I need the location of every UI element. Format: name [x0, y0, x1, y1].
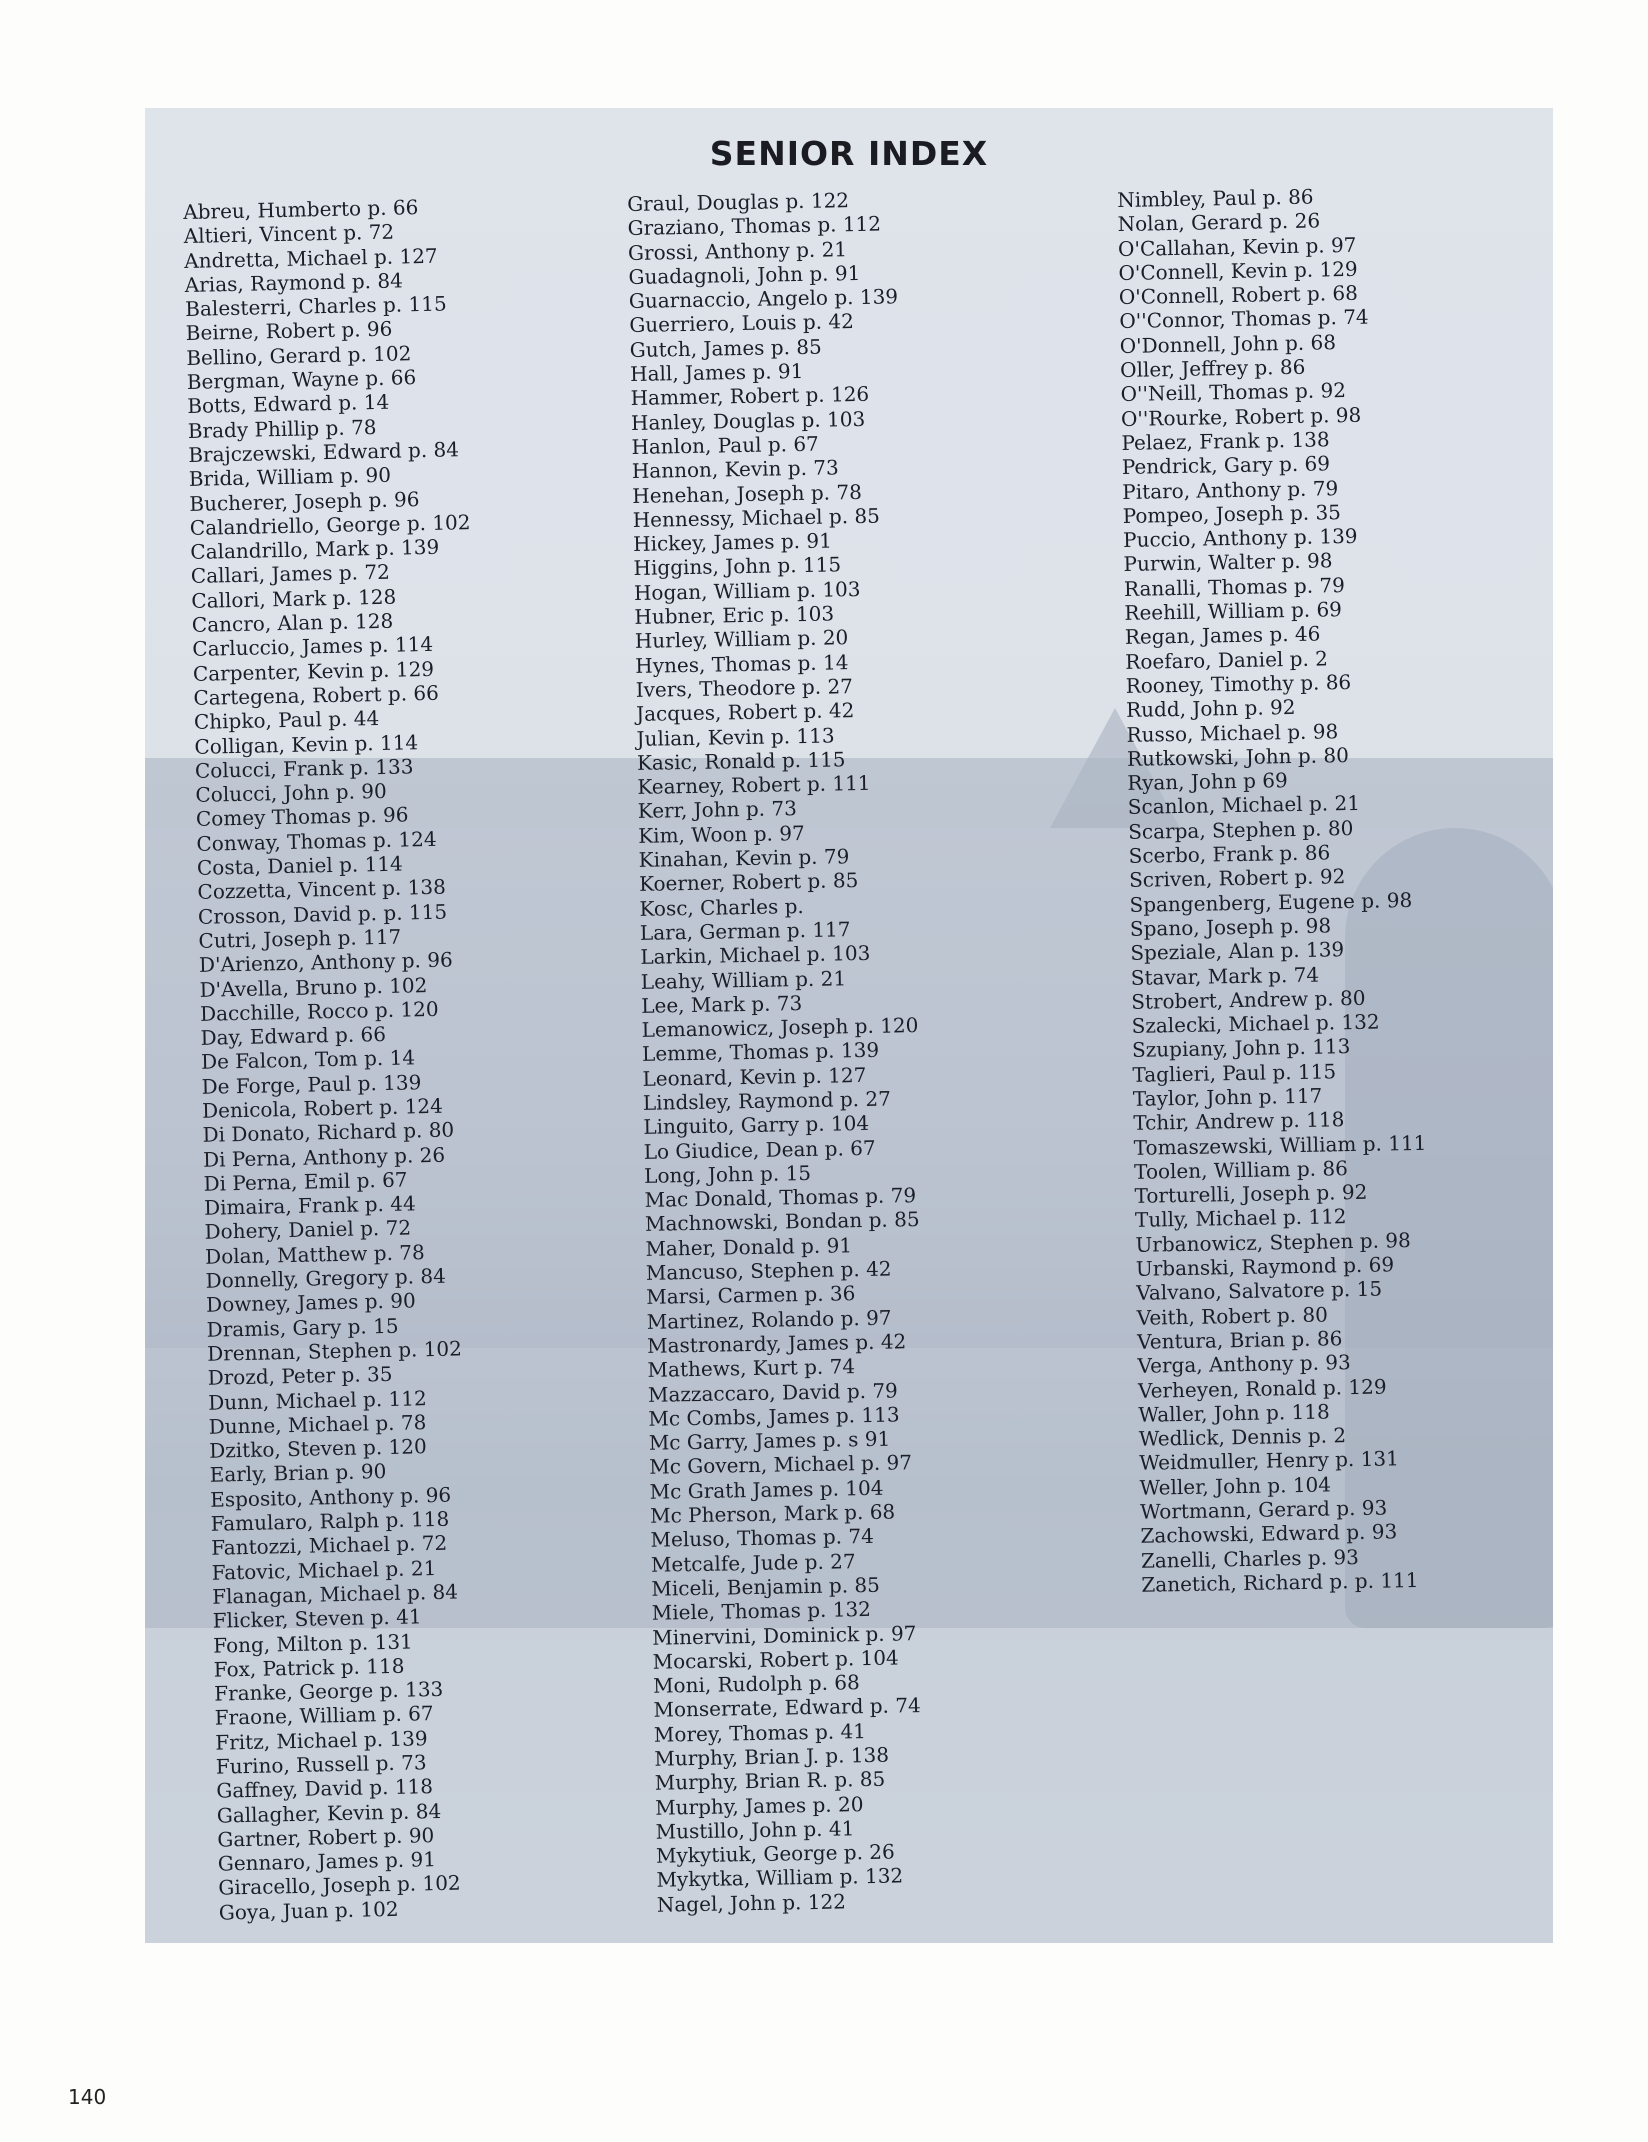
index-entry: Dunn, Michael p. 112: [207, 1385, 427, 1415]
index-entry: Speziale, Alan p. 139: [1130, 937, 1345, 966]
index-entry: Zanetich, Richard p. p. 111: [1141, 1567, 1419, 1597]
index-entry: Fox, Patrick p. 118: [213, 1653, 405, 1682]
index-entry: Gartner, Robert p. 90: [217, 1822, 435, 1852]
index-entry: Pompeo, Joseph p. 35: [1122, 500, 1342, 528]
index-entry: Bellino, Gerard p. 102: [186, 341, 412, 370]
index-entry: Morey, Thomas p. 41: [653, 1718, 867, 1747]
index-entry: Pendrick, Gary p. 69: [1121, 451, 1331, 480]
index-entry: Verga, Anthony p. 93: [1137, 1350, 1351, 1379]
index-entry: Botts, Edward p. 14: [187, 390, 390, 419]
index-column-2: [627, 187, 934, 1917]
index-entry: Andretta, Michael p. 127: [184, 243, 438, 273]
index-entry: Hanlon, Paul p. 67: [631, 431, 820, 459]
index-entry: Long, John p. 15: [643, 1160, 812, 1188]
index-entry: Downey, James p. 90: [205, 1288, 416, 1318]
index-entry: Donnelly, Gregory p. 84: [205, 1263, 447, 1293]
index-entry: Roefaro, Daniel p. 2: [1125, 646, 1329, 674]
index-entry: Nolan, Gerard p. 26: [1117, 208, 1321, 237]
index-entry: Guarnaccio, Angelo p. 139: [628, 284, 899, 314]
index-entry: Spangenberg, Eugene p. 98: [1129, 887, 1413, 917]
index-entry: Taylor, John p. 117: [1132, 1083, 1323, 1111]
index-entry: Zanelli, Charles p. 93: [1140, 1544, 1360, 1573]
index-entry: D'Avella, Bruno p. 102: [199, 972, 428, 1002]
index-entry: Kosc, Charles p.: [639, 893, 805, 921]
index-panel: [145, 108, 1553, 1943]
index-entry: Grossi, Anthony p. 21: [627, 236, 848, 265]
index-entry: Kasic, Ronald p. 115: [636, 747, 846, 775]
index-entry: Leahy, William p. 21: [640, 965, 847, 994]
index-entry: Hanley, Douglas p. 103: [630, 406, 866, 435]
index-entry: Lara, German p. 117: [639, 917, 851, 945]
index-entry: Oller, Jeffrey p. 86: [1119, 354, 1306, 383]
index-entry: Mustillo, John p. 41: [655, 1816, 855, 1844]
index-entry: Koerner, Robert p. 85: [638, 868, 859, 897]
index-entry: Drennan, Stephen p. 102: [206, 1336, 463, 1366]
index-entry: Julian, Kevin p. 113: [636, 722, 835, 751]
index-entry: Esposito, Anthony p. 96: [209, 1482, 452, 1512]
index-entry: O'Connell, Robert p. 68: [1118, 281, 1359, 310]
index-entry: Szupiany, John p. 113: [1131, 1034, 1351, 1063]
index-entry: Di Perna, Anthony p. 26: [202, 1142, 446, 1172]
index-entry: Hynes, Thomas p. 14: [635, 649, 849, 678]
index-entry: O'Connell, Kevin p. 129: [1118, 256, 1358, 285]
index-entry: Guerriero, Louis p. 42: [629, 309, 855, 338]
index-entry: Pelaez, Frank p. 138: [1121, 427, 1330, 455]
index-entry: Tchir, Andrew p. 118: [1133, 1107, 1345, 1136]
index-entry: Szalecki, Michael p. 132: [1131, 1009, 1380, 1038]
index-entry: Hammer, Robert p. 126: [630, 382, 870, 411]
index-entry: Scriven, Robert p. 92: [1128, 864, 1346, 893]
index-entry: Dramis, Gary p. 15: [206, 1313, 399, 1342]
index-entry: Cancro, Alan p. 128: [191, 608, 394, 637]
index-entry: Stavar, Mark p. 74: [1130, 962, 1320, 990]
index-entry: Guadagnoli, John p. 91: [628, 260, 861, 289]
index-entry: Murphy, Brian J. p. 138: [654, 1742, 890, 1771]
index-entry: Hennessy, Michael p. 85: [632, 503, 881, 532]
index-entry: Leonard, Kevin p. 127: [642, 1062, 867, 1091]
index-entry: O''Connor, Thomas p. 74: [1119, 305, 1369, 334]
index-entry: Wedlick, Dennis p. 2: [1138, 1423, 1347, 1451]
index-entry: Day, Edward p. 66: [200, 1022, 387, 1050]
index-entry: Carluccio, James p. 114: [192, 632, 434, 662]
index-entry: Lo Giudice, Dean p. 67: [643, 1135, 876, 1164]
index-entry: Meluso, Thomas p. 74: [650, 1524, 875, 1553]
index-entry: Martinez, Rolando p. 97: [646, 1305, 892, 1334]
index-entry: Henehan, Joseph p. 78: [632, 479, 863, 508]
index-entry: Gennaro, James p. 91: [217, 1847, 437, 1876]
index-entry: Lee, Mark p. 73: [640, 990, 803, 1018]
index-entry: Mc Govern, Michael p. 97: [649, 1450, 913, 1480]
index-entry: Machnowski, Bondan p. 85: [644, 1207, 920, 1237]
index-entry: Tomaszewski, William p. 111: [1133, 1130, 1427, 1160]
index-entry: Crosson, David p. p. 115: [197, 899, 448, 929]
index-entry: D'Arienzo, Anthony p. 96: [198, 947, 453, 978]
index-entry: Dimaira, Frank p. 44: [203, 1191, 416, 1220]
index-entry: Fraone, William p. 67: [214, 1701, 434, 1731]
index-entry: Chipko, Paul p. 44: [193, 706, 380, 735]
index-entry: Hannon, Kevin p. 73: [631, 455, 839, 484]
page-title: SENIOR INDEX: [709, 134, 989, 173]
index-entry: Dolan, Matthew p. 78: [204, 1239, 425, 1269]
index-entry: Linguito, Garry p. 104: [643, 1111, 870, 1140]
index-entry: Hurley, William p. 20: [634, 625, 849, 654]
index-entry: Carpenter, Kevin p. 129: [192, 656, 435, 686]
index-entry: Lemme, Thomas p. 139: [641, 1038, 880, 1067]
index-entry: O''Neill, Thomas p. 92: [1120, 378, 1347, 407]
index-entry: Flicker, Steven p. 41: [212, 1604, 422, 1633]
index-entry: O''Rourke, Robert p. 98: [1120, 402, 1362, 431]
index-entry: Rutkowski, John p. 80: [1126, 742, 1350, 771]
index-entry: Purwin, Walter p. 98: [1123, 548, 1333, 577]
index-entry: Gutch, James p. 85: [629, 334, 822, 362]
index-entry: Gallagher, Kevin p. 84: [216, 1798, 442, 1828]
index-entry: Scerbo, Frank p. 86: [1128, 840, 1331, 868]
index-entry: Regan, James p. 46: [1124, 621, 1321, 650]
index-entry: Callori, Mark p. 128: [191, 584, 397, 613]
index-column-3: [1117, 183, 1434, 1597]
index-entry: Mastronardy, James p. 42: [646, 1329, 907, 1358]
index-entry: Kim, Woon p. 97: [638, 820, 805, 848]
index-entry: Hall, James p. 91: [629, 359, 804, 387]
index-entry: Di Donato, Richard p. 80: [202, 1117, 455, 1148]
index-entry: Larkin, Michael p. 103: [640, 941, 871, 970]
index-entry: Russo, Michael p. 98: [1126, 718, 1339, 747]
index-entry: Wortmann, Gerard p. 93: [1139, 1495, 1388, 1524]
page-number: 140: [68, 2085, 107, 2109]
index-entry: Hickey, James p. 91: [632, 528, 833, 557]
index-entry: Furino, Russell p. 73: [215, 1750, 427, 1779]
index-entry: O'Donnell, John p. 68: [1119, 329, 1337, 358]
index-entry: Scarpa, Stephen p. 80: [1128, 815, 1354, 844]
index-entry: Rooney, Timothy p. 86: [1125, 669, 1352, 698]
index-entry: Goya, Juan p. 102: [218, 1896, 399, 1925]
index-entry: Giracello, Joseph p. 102: [218, 1871, 461, 1901]
index-entry: Fritz, Michael p. 139: [215, 1725, 428, 1755]
index-entry: Arias, Raymond p. 84: [184, 268, 404, 297]
index-entry: Weller, John p. 104: [1139, 1472, 1332, 1500]
index-entry: Rudd, John p. 92: [1125, 695, 1296, 723]
index-entry: Brady Phillip p. 78: [187, 414, 377, 443]
index-entry: Valvano, Salvatore p. 15: [1136, 1276, 1383, 1306]
index-entry: Early, Brian p. 90: [209, 1459, 387, 1488]
index-entry: Flanagan, Michael p. 84: [212, 1579, 459, 1609]
index-entry: Reehill, William p. 69: [1124, 597, 1343, 625]
index-entry: Torturelli, Joseph p. 92: [1134, 1179, 1368, 1209]
index-entry: Cartegena, Robert p. 66: [193, 680, 440, 710]
index-entry: Mykytiuk, George p. 26: [655, 1839, 895, 1868]
index-entry: Ivers, Theodore p. 27: [635, 674, 854, 702]
index-entry: Urbanski, Raymond p. 69: [1135, 1252, 1395, 1281]
index-entry: Murphy, Brian R. p. 85: [654, 1767, 886, 1796]
index-entry: Kerr, John p. 73: [637, 796, 798, 824]
index-entry: Bergman, Wayne p. 66: [186, 365, 417, 395]
index-entry: Dohery, Daniel p. 72: [204, 1215, 412, 1245]
index-entry: Higgins, John p. 115: [633, 552, 842, 581]
index-entry: Brajczewski, Edward p. 84: [188, 437, 460, 467]
index-entry: Hogan, William p. 103: [633, 576, 861, 605]
index-entry: Metcalfe, Jude p. 27: [650, 1548, 856, 1577]
index-entry: Miele, Thomas p. 132: [651, 1597, 872, 1626]
index-entry: Graul, Douglas p. 122: [627, 188, 850, 216]
index-entry: Weidmuller, Henry p. 131: [1139, 1446, 1400, 1476]
index-entry: Puccio, Anthony p. 139: [1122, 524, 1358, 553]
index-entry: Brida, William p. 90: [188, 462, 392, 492]
index-entry: Monserrate, Edward p. 74: [653, 1693, 921, 1723]
index-entry: Mazzaccaro, David p. 79: [647, 1378, 898, 1407]
index-entry: Marsi, Carmen p. 36: [646, 1281, 856, 1310]
index-entry: Colligan, Kevin p. 114: [194, 729, 419, 759]
index-entry: Balesterri, Charles p. 115: [185, 291, 447, 322]
index-entry: Dzitko, Steven p. 120: [208, 1434, 427, 1463]
index-entry: Urbanowicz, Stephen p. 98: [1135, 1227, 1411, 1257]
index-entry: Mac Donald, Thomas p. 79: [644, 1183, 917, 1213]
index-entry: Toolen, William p. 86: [1133, 1155, 1349, 1184]
index-entry: Veith, Robert p. 80: [1136, 1302, 1329, 1330]
index-entry: Mc Garry, James p. s 91: [648, 1426, 891, 1455]
index-entry: Bucherer, Joseph p. 96: [189, 486, 420, 516]
index-entry: Nagel, John p. 122: [656, 1889, 847, 1917]
index-entry: Strobert, Andrew p. 80: [1130, 985, 1366, 1014]
index-entry: Waller, John p. 118: [1138, 1399, 1330, 1427]
index-entry: Colucci, Frank p. 133: [194, 754, 414, 783]
index-entry: Mc Grath James p. 104: [649, 1475, 884, 1504]
index-entry: O'Callahan, Kevin p. 97: [1117, 232, 1357, 261]
index-entry: Miceli, Benjamin p. 85: [651, 1572, 881, 1601]
index-entry: Comey Thomas p. 96: [195, 802, 409, 832]
index-entry: Beirne, Robert p. 96: [185, 317, 393, 346]
index-entry: Gaffney, David p. 118: [216, 1774, 434, 1803]
index-entry: Mc Combs, James p. 113: [648, 1402, 900, 1431]
index-entry: Kearney, Robert p. 111: [637, 770, 871, 800]
index-entry: Ranalli, Thomas p. 79: [1123, 572, 1346, 601]
index-entry: Fatovic, Michael p. 21: [211, 1555, 437, 1585]
index-entry: Fong, Milton p. 131: [213, 1629, 413, 1658]
index-entry: Costa, Daniel p. 114: [196, 851, 404, 880]
index-entry: Tully, Michael p. 112: [1134, 1204, 1347, 1233]
index-entry: Cozzetta, Vincent p. 138: [197, 874, 447, 905]
index-entry: Cutri, Joseph p. 117: [198, 924, 402, 953]
index-entry: Jacques, Robert p. 42: [635, 698, 855, 727]
index-entry: Dacchille, Rocco p. 120: [199, 996, 439, 1026]
index-entry: Mc Pherson, Mark p. 68: [649, 1499, 896, 1528]
index-entry: De Forge, Paul p. 139: [201, 1069, 422, 1099]
index-entry: Mocarski, Robert p. 104: [652, 1645, 899, 1674]
index-entry: Lemanowicz, Joseph p. 120: [641, 1013, 919, 1042]
index-entry: Abreu, Humberto p. 66: [183, 195, 419, 224]
index-entry: Mancuso, Stephen p. 42: [645, 1256, 892, 1285]
index-entry: Colucci, John p. 90: [195, 778, 387, 807]
index-entry: Drozd, Peter p. 35: [207, 1362, 393, 1390]
index-entry: Scanlon, Michael p. 21: [1127, 791, 1361, 820]
index-entry: Kinahan, Kevin p. 79: [638, 844, 850, 872]
index-entry: Franke, George p. 133: [214, 1676, 444, 1706]
index-entry: Calandrillo, Mark p. 139: [190, 534, 440, 565]
index-entry: Nimbley, Paul p. 86: [1117, 184, 1314, 212]
index-entry: Di Perna, Emil p. 67: [203, 1167, 408, 1196]
index-entry: Mathews, Kurt p. 74: [647, 1354, 856, 1383]
index-entry: Murphy, James p. 20: [654, 1791, 864, 1820]
index-entry: De Falcon, Tom p. 14: [200, 1045, 416, 1075]
index-entry: Famularo, Ralph p. 118: [210, 1506, 450, 1536]
index-entry: Calandriello, George p. 102: [189, 509, 471, 540]
index-column-1: [183, 194, 500, 1925]
index-entry: Lindsley, Raymond p. 27: [642, 1086, 892, 1115]
index-entry: Hubner, Eric p. 103: [634, 601, 835, 629]
index-entry: Altieri, Vincent p. 72: [183, 219, 395, 249]
index-entry: Taglieri, Paul p. 115: [1132, 1059, 1337, 1087]
index-entry: Ventura, Brian p. 86: [1136, 1326, 1343, 1354]
index-entry: Callari, James p. 72: [190, 560, 391, 589]
index-entry: Moni, Rudolph p. 68: [652, 1670, 860, 1698]
index-entry: Verheyen, Ronald p. 129: [1137, 1374, 1387, 1403]
index-entry: Maher, Donald p. 91: [645, 1233, 853, 1261]
index-entry: Ryan, John p 69: [1127, 768, 1288, 796]
index-entry: Conway, Thomas p. 124: [196, 826, 437, 856]
index-entry: Pitaro, Anthony p. 79: [1122, 475, 1339, 504]
index-entry: Minervini, Dominick p. 97: [652, 1620, 917, 1650]
index-entry: Fantozzi, Michael p. 72: [210, 1531, 448, 1561]
index-entry: Denicola, Robert p. 124: [201, 1093, 444, 1123]
index-entry: Spano, Joseph p. 98: [1129, 913, 1332, 941]
index-entry: Dunne, Michael p. 78: [208, 1410, 427, 1439]
index-entry: Graziano, Thomas p. 112: [627, 211, 882, 241]
index-entry: Mykytka, William p. 132: [656, 1863, 904, 1893]
index-entry: Zachowski, Edward p. 93: [1140, 1519, 1398, 1549]
